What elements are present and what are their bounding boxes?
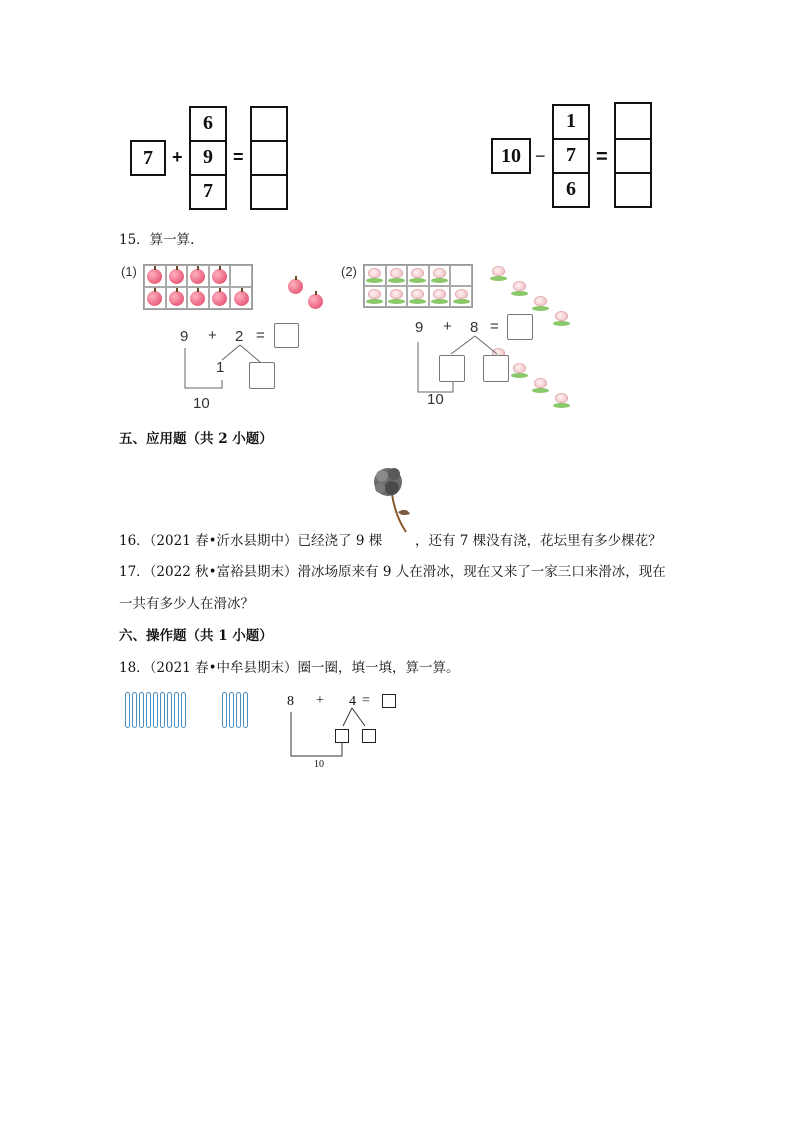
apple-icon	[169, 269, 184, 284]
q14-left-col-1: 6	[203, 112, 213, 134]
peach-icon	[366, 268, 383, 283]
q15-part1-n2: 2	[235, 328, 244, 345]
q17-line-2: 一共有多少人在滑冰？	[119, 596, 254, 612]
section-6-heading: 六、操作题（共 1 小题）	[119, 628, 273, 644]
q18-sticks-group-2	[222, 692, 250, 732]
q14-right-minus: −	[535, 146, 546, 166]
apple-icon	[212, 269, 227, 284]
q16-text-before: 16．（2021 春•沂水县期中）已经浇了 9 棵	[119, 533, 383, 549]
stick-icon	[167, 692, 172, 728]
peach-icon	[431, 289, 448, 304]
peach-icon	[553, 393, 570, 408]
q14-left-answer-column[interactable]	[250, 106, 288, 210]
q18-split-box-1[interactable]	[335, 729, 349, 743]
q18-n1: 8	[287, 694, 294, 709]
q18-op: +	[316, 693, 324, 708]
peach-icon	[532, 296, 549, 311]
section-5-heading: 五、应用题（共 2 小题）	[119, 431, 273, 447]
stick-icon	[229, 692, 234, 728]
stick-icon	[139, 692, 144, 728]
q15-part2-eq: =	[490, 318, 499, 335]
stick-icon	[153, 692, 158, 728]
q14-left-operand: 7	[143, 146, 153, 169]
q15-part2-split-box-1[interactable]	[439, 355, 465, 382]
q14-left-col-2: 9	[203, 146, 213, 168]
stick-icon	[181, 692, 186, 728]
q15-part1-op: +	[208, 327, 217, 344]
q15-title: 15．算一算.	[119, 232, 195, 248]
q15-part1-eq: =	[256, 327, 265, 344]
q15-part2-ten: 10	[427, 391, 444, 408]
q15-part2-op: +	[443, 318, 452, 335]
apple-icon	[190, 291, 205, 306]
peach-icon	[366, 289, 383, 304]
q14-right-answer-column[interactable]	[614, 102, 652, 208]
apple-icon	[190, 269, 205, 284]
q16-text-after: ，还有 7 棵没有浇，花坛里有多少棵花？	[415, 533, 662, 549]
stick-icon	[174, 692, 179, 728]
q14-right-operand-box	[491, 138, 531, 174]
peach-icon	[511, 281, 528, 296]
apple-icon	[308, 294, 323, 309]
apple-icon	[212, 291, 227, 306]
q14-left-operand-box	[130, 140, 166, 176]
q15-part1-ten: 10	[193, 395, 210, 412]
q15-part2-loose-peaches	[490, 266, 580, 308]
q15-part1-label: (1)	[121, 264, 137, 279]
q15-part2-n1: 9	[415, 319, 424, 336]
stick-icon	[132, 692, 137, 728]
apple-icon	[234, 291, 249, 306]
q18-text: 18．（2021 春•中牟县期末）圈一圈，填一填，算一算。	[119, 660, 460, 676]
q15-part2-split-box-2[interactable]	[483, 355, 509, 382]
apple-icon	[288, 279, 303, 294]
q15-part1-n1: 9	[180, 328, 189, 345]
peach-icon	[453, 289, 470, 304]
q15-part2-peach-grid	[363, 264, 473, 308]
q17-line-1: 17．（2022 秋•富裕县期末）滑冰场原来有 9 人在滑冰，现在又来了一家三口来滑冰，现在	[119, 564, 666, 580]
flower-icon	[368, 460, 418, 535]
stick-icon	[222, 692, 227, 728]
q14-right-operand: 10	[501, 144, 521, 167]
q14-right-col-3: 6	[566, 178, 576, 200]
q14-right-col-2: 7	[566, 144, 576, 166]
apple-icon	[169, 291, 184, 306]
peach-icon	[553, 311, 570, 326]
peach-icon	[490, 266, 507, 281]
stick-icon	[146, 692, 151, 728]
peach-icon	[409, 268, 426, 283]
apple-icon	[147, 291, 162, 306]
q14-right-equals: =	[596, 146, 608, 168]
peach-icon	[388, 289, 405, 304]
q14-left-equals: =	[233, 147, 244, 167]
stick-icon	[125, 692, 130, 728]
q14-left-plus: +	[172, 147, 183, 167]
peach-icon	[532, 378, 549, 393]
stick-icon	[236, 692, 241, 728]
q15-part1-split-box[interactable]	[249, 362, 275, 389]
q18-eq: =	[362, 693, 370, 708]
stick-icon	[243, 692, 248, 728]
q15-part1-split-1: 1	[216, 359, 225, 376]
q18-sticks-group-1	[125, 692, 188, 732]
q14-right-col-1: 1	[566, 110, 576, 132]
q18-split-box-2[interactable]	[362, 729, 376, 743]
peach-icon	[431, 268, 448, 283]
q15-part1-apple-grid	[143, 264, 253, 310]
q14-left-col-3: 7	[203, 180, 213, 202]
stick-icon	[160, 692, 165, 728]
q18-ten: 10	[314, 759, 324, 770]
peach-icon	[409, 289, 426, 304]
q18-n2: 4	[349, 694, 356, 709]
apple-icon	[147, 269, 162, 284]
q15-part2-label: (2)	[341, 264, 357, 279]
peach-icon	[388, 268, 405, 283]
q15-part2-n2: 8	[470, 319, 479, 336]
